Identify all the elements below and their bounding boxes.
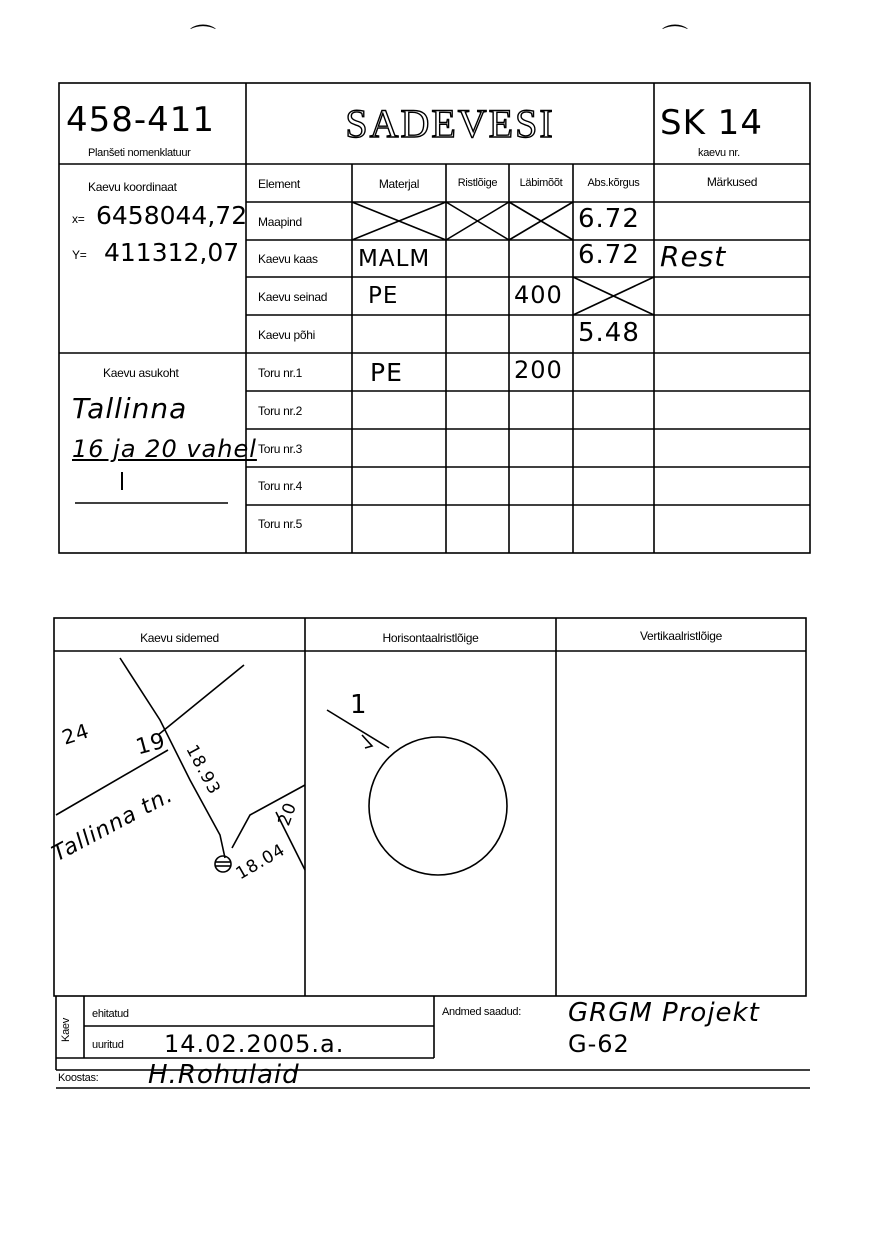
col-header-markused: Märkused (706, 175, 758, 189)
sketch-street-label: Tallinna tn. (48, 782, 178, 867)
cell-maapind-abs: 6.72 (578, 204, 640, 234)
cell-kaevu-kaas-markused: Rest (660, 240, 727, 273)
cell-kaevu-seinad-labimoot: 400 (514, 281, 563, 309)
sketch-label-20: 20 (274, 799, 302, 829)
sketch-label-24: 24 (58, 718, 93, 750)
cell-toru-1-materjal: PE (370, 358, 403, 387)
row-label-toru-3: Toru nr.3 (258, 442, 302, 456)
cell-kaevu-seinad-materjal: PE (368, 283, 399, 309)
col-header-labimoot: Läbimõõt (519, 177, 563, 189)
y-coordinate: 411312,07 (104, 238, 240, 267)
pipe-number-label: 1 (350, 690, 368, 720)
col-title-vertikaalristloige: Vertikaalristlõige (640, 629, 722, 643)
location-line-1: Tallinna (72, 392, 188, 425)
col-header-abs-korgus: Abs.kõrgus (587, 177, 640, 189)
uuritud-label: uuritud (92, 1039, 124, 1051)
andmed-value-2: G-62 (568, 1030, 630, 1058)
ehitatud-label: ehitatud (92, 1008, 129, 1020)
col-title-kaevu-sidemed: Kaevu sidemed (140, 631, 219, 645)
sketch-distance-2: 18.04 (232, 839, 290, 885)
koostas-label: Koostas: (58, 1072, 99, 1084)
location-line-2: 16 ja 20 vahel (72, 435, 257, 463)
cell-kaevu-kaas-abs: 6.72 (578, 240, 640, 270)
cell-kaevu-pohi-abs: 5.48 (578, 318, 640, 348)
col-header-element: Element (258, 177, 300, 191)
row-label-kaevu-kaas: Kaevu kaas (258, 252, 318, 266)
x-prefix: x= (72, 212, 85, 226)
row-label-toru-2: Toru nr.2 (258, 404, 302, 418)
footer-side-label: Kaev (59, 1018, 72, 1042)
col-header-materjal: Materjal (378, 177, 420, 191)
row-label-toru-5: Toru nr.5 (258, 517, 302, 531)
punch-mark-left: ⌒ (190, 24, 217, 54)
x-coordinate: 6458044,72 (96, 201, 248, 230)
row-label-toru-4: Toru nr.4 (258, 479, 302, 493)
row-label-kaevu-pohi: Kaevu põhi (258, 328, 316, 342)
uuritud-value: 14.02.2005.a. (164, 1030, 345, 1058)
punch-mark-right: ⌒ (662, 24, 689, 54)
sketch-label-19: 19 (133, 728, 169, 761)
y-prefix: Y= (72, 248, 87, 262)
row-label-kaevu-seinad: Kaevu seinad (258, 290, 328, 304)
cell-kaevu-kaas-materjal: MALM (358, 246, 431, 272)
location-label: Kaevu asukoht (103, 366, 179, 380)
coords-label: Kaevu koordinaat (88, 180, 177, 194)
row-label-toru-1: Toru nr.1 (258, 366, 302, 380)
cell-toru-1-labimoot: 200 (514, 356, 563, 384)
andmed-label: Andmed saadud: (442, 1006, 521, 1018)
col-header-ristloige: Ristlõige (457, 177, 498, 189)
sketch-distance-1: 18.93 (181, 741, 225, 799)
andmed-value-1: GRGM Projekt (568, 998, 760, 1028)
plan-number-label: Planšeti nomenklatuur (88, 147, 191, 159)
plan-number: 458-411 (66, 100, 216, 140)
well-id-label: kaevu nr. (698, 147, 740, 159)
row-label-maapind: Maapind (258, 215, 302, 229)
koostas-value: H.Rohulaid (148, 1060, 300, 1090)
well-id: SK 14 (660, 103, 763, 143)
page-title: SADEVESI (345, 101, 555, 146)
col-title-horisontaalristloige: Horisontaalristlõige (382, 631, 479, 645)
